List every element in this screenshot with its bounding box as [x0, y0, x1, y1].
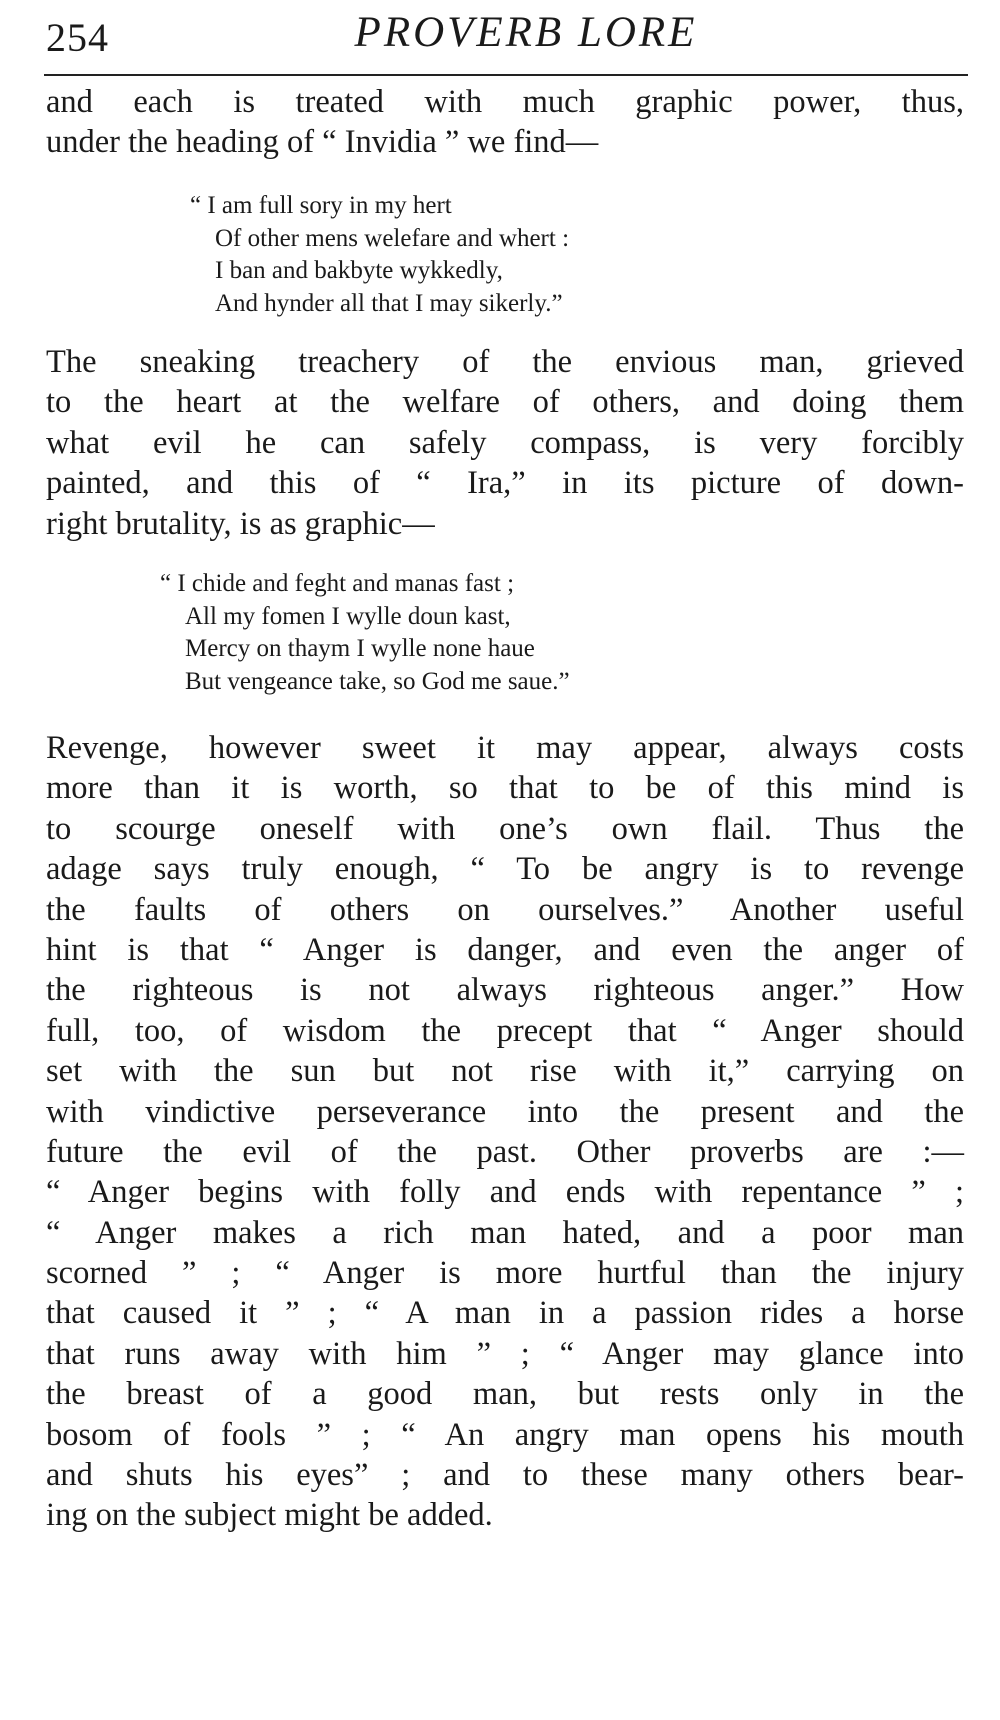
text-line: the faults of others on ourselves.” Another useful	[46, 891, 964, 928]
text-line: right brutality, is as graphic—	[46, 505, 435, 542]
text-line: bosom of fools ” ; “ An angry man opens his mouth	[46, 1416, 964, 1453]
verse-line: “ I am full sory in my hert	[190, 192, 452, 219]
verse-line: And hynder all that I may sikerly.”	[215, 289, 563, 317]
text-line: hint is that “ Anger is danger, and even the anger of	[46, 931, 964, 968]
verse-line: But vengeance take, so God me saue.”	[185, 667, 570, 695]
text-line: “ Anger makes a rich man hated, and a poor man	[46, 1214, 964, 1251]
text-line: Revenge, however sweet it may appear, always costs	[46, 730, 964, 766]
text-line: to the heart at the welfare of others, and doing them	[46, 384, 964, 421]
text-line: that runs away with him ” ; “ Anger may glance into	[46, 1335, 964, 1372]
verse-quotation-ira	[160, 568, 570, 698]
paragraph-3	[46, 728, 964, 1536]
text-line: the breast of a good man, but rests only in the	[46, 1376, 964, 1413]
text-line: that caused it ” ; “ A man in a passion rides a horse	[46, 1295, 964, 1332]
text-line: more than it is worth, so that to be of this mind is	[46, 770, 964, 807]
verse-line: Mercy on thaym I wylle none haue	[185, 635, 535, 662]
verse-line: “ I chide and feght and manas fast ;	[160, 570, 515, 597]
paragraph-2	[46, 342, 964, 544]
text-line: full, too, of wisdom the precept that “ Anger should	[46, 1012, 964, 1049]
text-line: with vindictive perseverance into the present and the	[46, 1093, 964, 1130]
text-line: future the evil of the past. Other proverbs are :—	[46, 1133, 964, 1170]
verse-line: All my fomen I wylle doun kast,	[185, 602, 511, 630]
page-header	[46, 8, 966, 70]
header-rule	[44, 74, 968, 76]
verse-quotation-invidia	[190, 190, 569, 320]
verse-line: I ban and bakbyte wykkedly,	[215, 257, 503, 284]
text-line: under the heading of “ Invidia ” we find—	[46, 124, 599, 161]
text-line: set with the sun but not rise with it,” carrying on	[46, 1053, 964, 1090]
text-line: what evil he can safely compass, is very forcibly	[46, 424, 964, 461]
text-line: ing on the subject might be added.	[46, 1497, 493, 1534]
text-line: the righteous is not always righteous anger.” How	[46, 972, 964, 1009]
verse-line: Of other mens welefare and whert :	[215, 224, 570, 252]
text-line: The sneaking treachery of the envious man, grieved	[46, 344, 964, 380]
text-line: and each is treated with much graphic power, thus,	[46, 84, 964, 120]
text-line: painted, and this of “ Ira,” in its picture of down-	[46, 465, 964, 502]
text-line: scorned ” ; “ Anger is more hurtful than the injury	[46, 1255, 964, 1292]
text-line: “ Anger begins with folly and ends with repentance ” ;	[46, 1174, 964, 1211]
text-line: and shuts his eyes” ; and to these many others bear-	[46, 1457, 964, 1494]
paragraph-1	[46, 82, 964, 163]
text-line: adage says truly enough, “ To be angry is to revenge	[46, 851, 964, 888]
text-line: to scourge oneself with one’s own flail. Thus the	[46, 810, 964, 847]
page-number: 254	[46, 15, 109, 60]
running-title: PROVERB LORE	[354, 9, 698, 56]
